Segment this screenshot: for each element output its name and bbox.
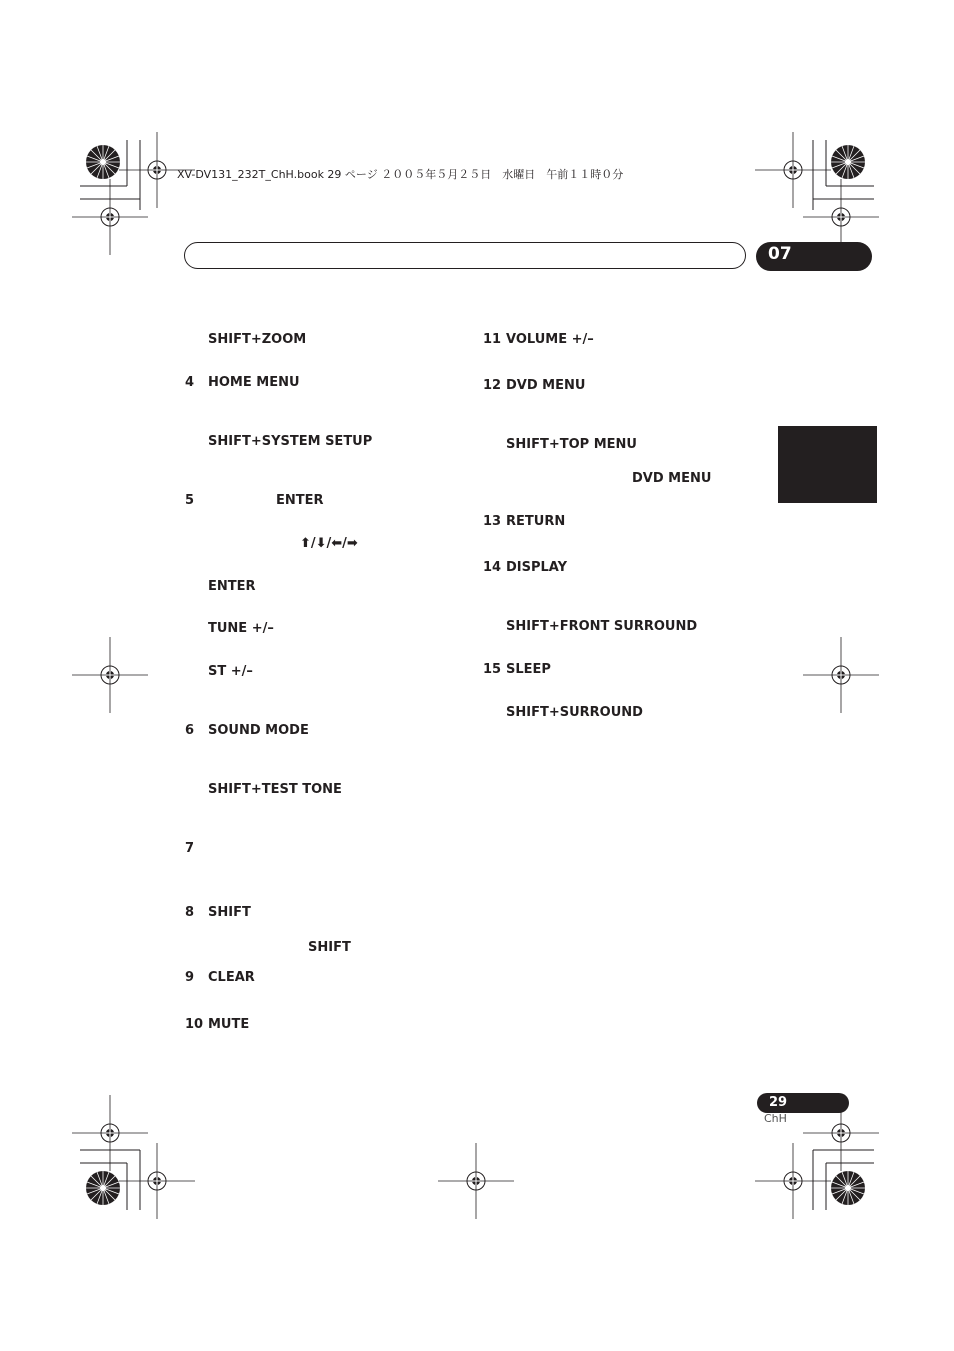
- list-item-label: DVD MENU: [632, 471, 712, 486]
- chapter-number: 07: [768, 244, 792, 264]
- list-item-label: DISPLAY: [506, 560, 568, 575]
- language-code: ChH: [764, 1112, 787, 1125]
- list-item-label: SHIFT+TEST TONE: [208, 782, 342, 797]
- list-item-label: ENTER: [208, 579, 256, 594]
- arrow-keys-label: ⬆/⬇/⬅/➡: [300, 536, 358, 551]
- crosshair-icon: [803, 637, 879, 713]
- list-item-label: DVD MENU: [506, 378, 586, 393]
- list-item-number: 7: [185, 841, 195, 856]
- list-item-label: SHIFT+ZOOM: [208, 332, 307, 347]
- list-item-label: SHIFT+TOP MENU: [506, 437, 637, 452]
- list-item-number: 13: [483, 514, 502, 529]
- crosshair-icon: [72, 179, 148, 255]
- list-item-number: 9: [185, 970, 195, 985]
- crosshair-icon: [72, 1095, 148, 1171]
- crosshair-icon: [72, 637, 148, 713]
- language-side-tab: [778, 426, 877, 503]
- registration-wheel-icon: [831, 145, 865, 179]
- crosshair-icon: [755, 1143, 831, 1219]
- list-item-label: ENTER: [276, 493, 324, 508]
- list-item-label: SHIFT+FRONT SURROUND: [506, 619, 698, 634]
- print-info-header: XV-DV131_232T_ChH.book 29 ページ ２００５年５月２５日 水曜日 午前１１時０分: [177, 168, 624, 181]
- chapter-title-bar: [184, 242, 746, 269]
- list-item-number: 14: [483, 560, 502, 575]
- list-item-label: SHIFT: [308, 940, 351, 955]
- list-item-label: SHIFT: [208, 905, 251, 920]
- page-number: 29: [769, 1095, 788, 1110]
- list-item-number: 5: [185, 493, 195, 508]
- list-item-label: CLEAR: [208, 970, 255, 985]
- list-item-label: RETURN: [506, 514, 566, 529]
- list-item-label: VOLUME +/–: [506, 332, 594, 347]
- list-item-number: 11: [483, 332, 502, 347]
- list-item-label: MUTE: [208, 1017, 250, 1032]
- list-item-number: 10: [185, 1017, 204, 1032]
- list-item-number: 8: [185, 905, 195, 920]
- list-item-label: SLEEP: [506, 662, 551, 677]
- crosshair-icon: [755, 132, 831, 208]
- registration-wheel-icon: [831, 1171, 865, 1205]
- list-item-label: TUNE +/–: [208, 621, 274, 636]
- list-item-number: 12: [483, 378, 502, 393]
- list-item-label: SHIFT+SURROUND: [506, 705, 643, 720]
- list-item-label: SOUND MODE: [208, 723, 309, 738]
- crosshair-icon: [438, 1143, 514, 1219]
- list-item-label: HOME MENU: [208, 375, 300, 390]
- crosshair-icon: [119, 1143, 195, 1219]
- list-item-number: 15: [483, 662, 502, 677]
- list-item-number: 4: [185, 375, 195, 390]
- registration-wheel-icon: [86, 1171, 120, 1205]
- list-item-label: ST +/–: [208, 664, 253, 679]
- registration-wheel-icon: [86, 145, 120, 179]
- list-item-number: 6: [185, 723, 195, 738]
- list-item-label: SHIFT+SYSTEM SETUP: [208, 434, 373, 449]
